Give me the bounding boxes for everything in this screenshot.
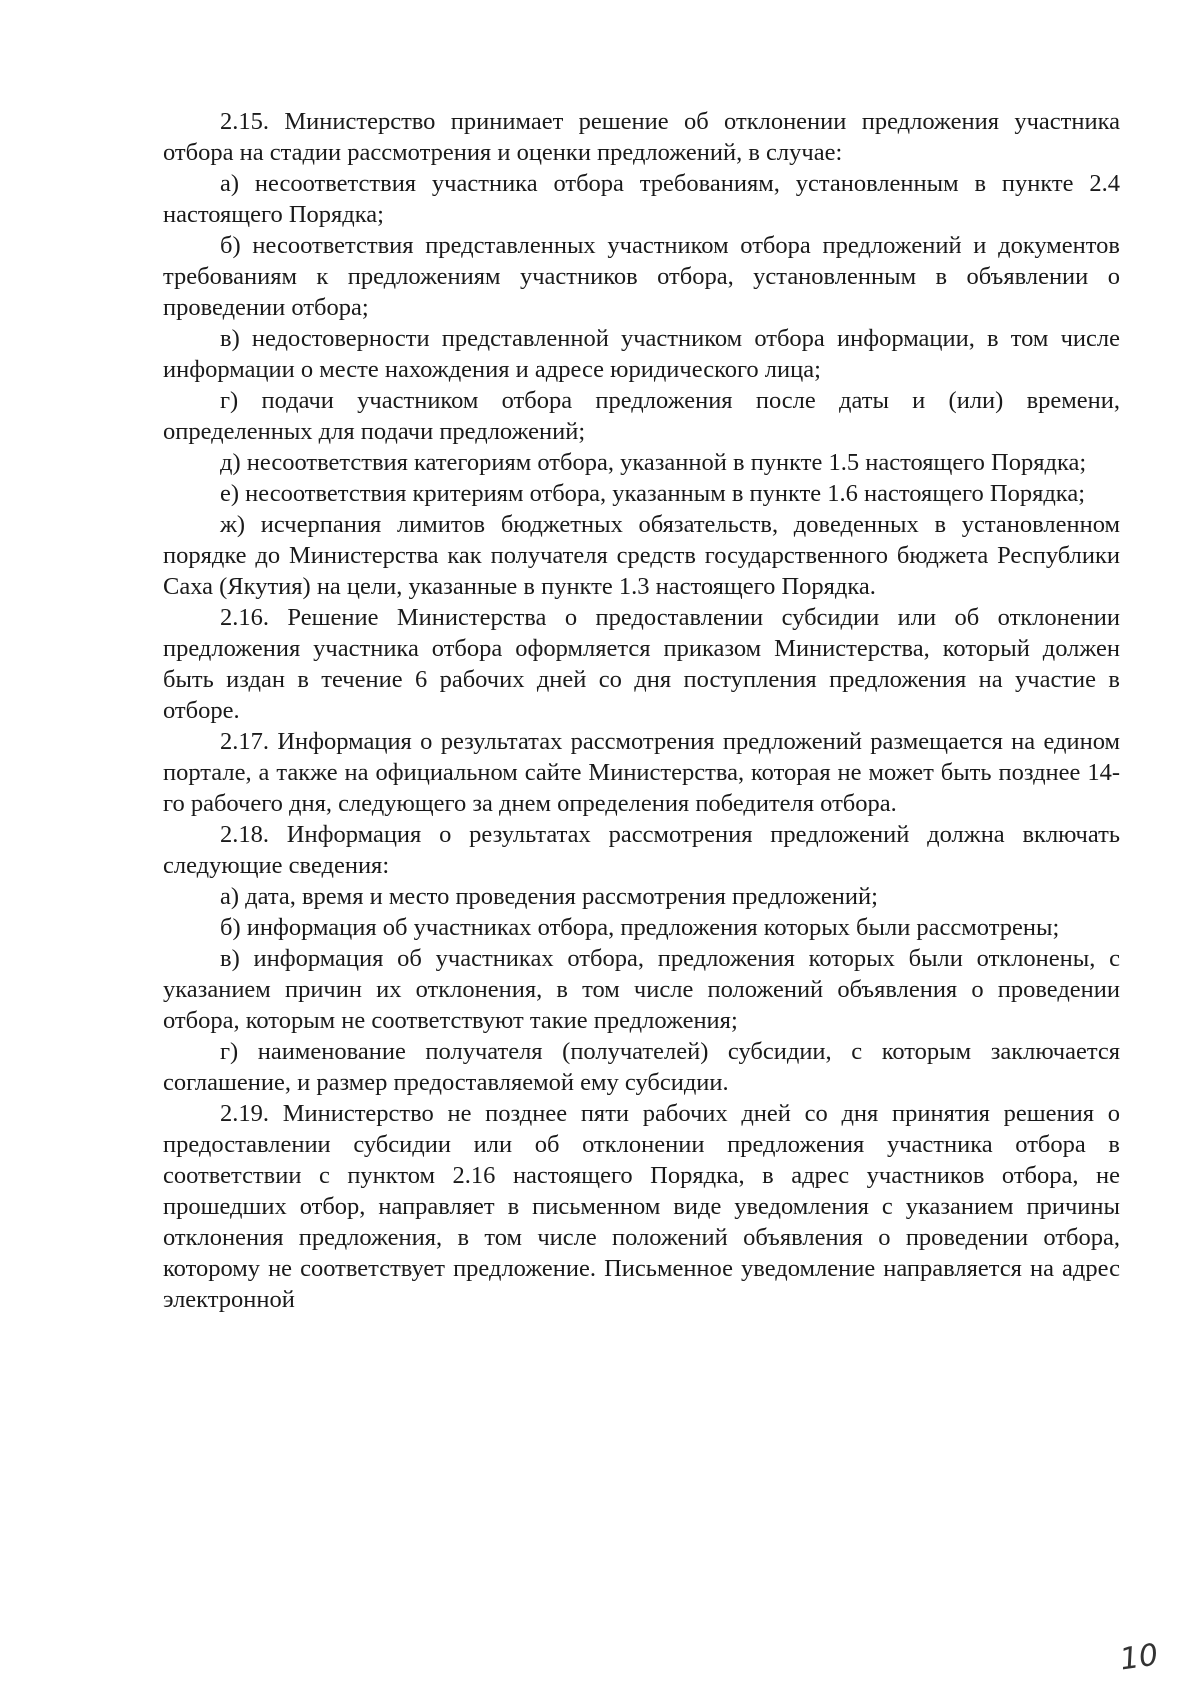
paragraph-2-19: 2.19. Министерство не позднее пяти рабочих дней со дня принятия решения о предоставлении субсидии или об отклонении предложения участника отбора в соответствии с пунктом 2.16 настоящего Порядка, в адрес участников отбора, не прошедших отбор, направляет в письменном виде уведомления с указанием причины отклонения предложения, в том числе положений объявления о проведении отбора, которому не соответствует предложение. Письменное уведомление направляется на адрес электронной (163, 1100, 1120, 1313)
page-number: 10 (1117, 1637, 1161, 1678)
paragraph-2-18: 2.18. Информация о результатах рассмотрения предложений должна включать следующие сведения: (163, 821, 1120, 879)
list-item-2-15-zh: ж) исчерпания лимитов бюджетных обязательств, доведенных в установленном порядке до Министерства как получателя средств государственного бюджета Республики Саха (Якутия) на цели, указанные в пункте 1.3 настоящего Порядка. (163, 511, 1120, 600)
list-item-2-15-v: в) недостоверности представленной участником отбора информации, в том числе информации о месте нахождения и адресе юридического лица; (163, 325, 1120, 383)
paragraph-2-17: 2.17. Информация о результатах рассмотрения предложений размещается на едином портале, а также на официальном сайте Министерства, которая не может быть позднее 14-го рабочего дня, следующего за днем определения победителя отбора. (163, 728, 1120, 817)
list-item-2-18-v: в) информация об участниках отбора, предложения которых были отклонены, с указанием причин их отклонения, в том числе положений объявления о проведении отбора, которым не соответствуют такие предложения; (163, 945, 1120, 1034)
document-body (163, 106, 1120, 1315)
list-item-2-18-a: а) дата, время и место проведения рассмотрения предложений; (220, 883, 878, 910)
list-item-2-15-d: д) несоответствия категориям отбора, указанной в пункте 1.5 настоящего Порядка; (220, 449, 1087, 476)
list-item-2-15-b: б) несоответствия представленных участником отбора предложений и документов требованиям к предложениям участников отбора, установленным в объявлении о проведении отбора; (163, 232, 1120, 321)
paragraph-2-15: 2.15. Министерство принимает решение об отклонении предложения участника отбора на стадии рассмотрения и оценки предложений, в случае: (163, 108, 1120, 166)
list-item-2-18-g: г) наименование получателя (получателей) субсидии, с которым заключается соглашение, и размер предоставляемой ему субсидии. (163, 1038, 1120, 1096)
list-item-2-15-g: г) подачи участником отбора предложения после даты и (или) времени, определенных для подачи предложений; (163, 387, 1120, 445)
list-item-2-15-a: а) несоответствия участника отбора требованиям, установленным в пункте 2.4 настоящего Порядка; (163, 170, 1120, 228)
list-item-2-15-e: е) несоответствия критериям отбора, указанным в пункте 1.6 настоящего Порядка; (220, 480, 1086, 507)
paragraph-2-16: 2.16. Решение Министерства о предоставлении субсидии или об отклонении предложения участника отбора оформляется приказом Министерства, который должен быть издан в течение 6 рабочих дней со дня поступления предложения на участие в отборе. (163, 604, 1120, 724)
list-item-2-18-b: б) информация об участниках отбора, предложения которых были рассмотрены; (220, 914, 1060, 941)
